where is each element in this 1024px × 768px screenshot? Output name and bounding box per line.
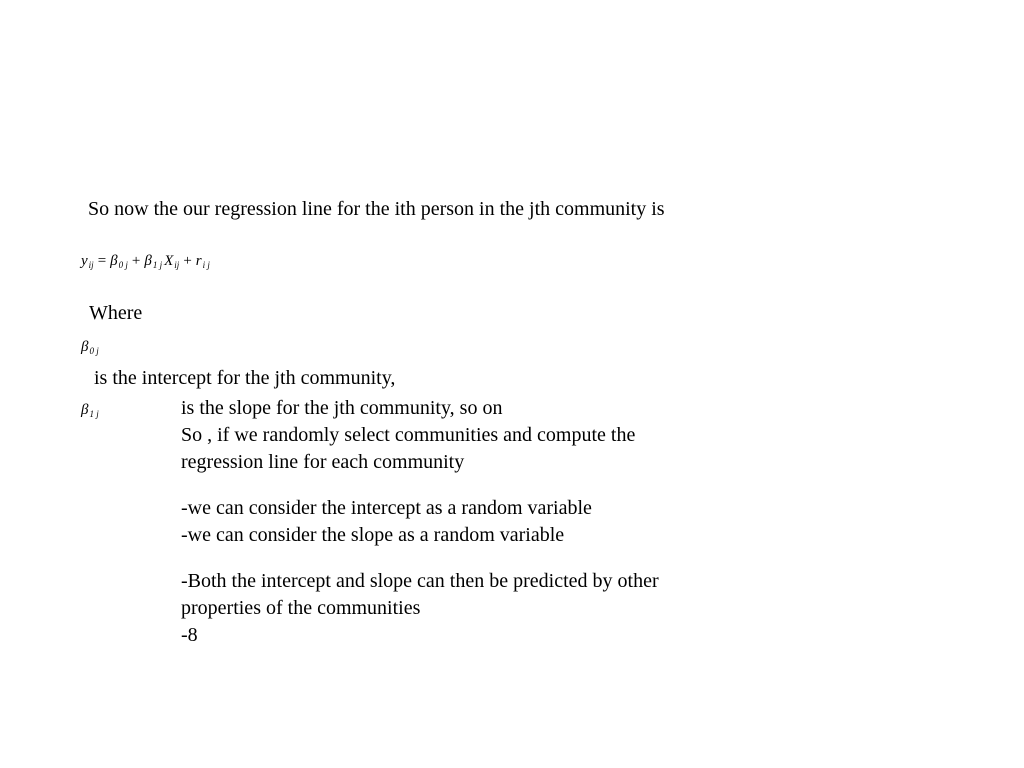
beta1-glyph: β bbox=[81, 402, 89, 418]
slope-text: is the slope for the jth community, so on bbox=[181, 397, 503, 419]
intercept-text: is the intercept for the jth community, bbox=[94, 367, 396, 389]
eq-y: y bbox=[81, 253, 88, 269]
intro-text: So now the our regression line for the ith person in the jth community is bbox=[88, 198, 665, 220]
regression-equation bbox=[81, 252, 210, 274]
predicted-text: -Both the intercept and slope can then be predicted by other bbox=[181, 570, 659, 592]
eq-equals: = bbox=[97, 253, 107, 269]
where-label: Where bbox=[89, 302, 143, 324]
eq-r: r bbox=[195, 253, 202, 269]
beta0-sub: 0 j bbox=[89, 346, 99, 356]
page-number: -8 bbox=[181, 624, 198, 646]
eq-beta0: β bbox=[110, 253, 118, 269]
intercept-random-text: -we can consider the intercept as a random variable bbox=[181, 497, 592, 519]
eq-x: X bbox=[164, 253, 174, 269]
regression-each-text: regression line for each community bbox=[181, 451, 465, 473]
eq-x-sub: ij bbox=[174, 260, 180, 270]
eq-beta1-sub: 1 j bbox=[152, 260, 163, 270]
beta0-symbol bbox=[81, 338, 99, 360]
slope-random-text: -we can consider the slope as a random variable bbox=[181, 524, 565, 546]
beta1-sub: 1 j bbox=[89, 409, 99, 419]
eq-y-sub: ij bbox=[88, 260, 94, 270]
eq-beta1: β bbox=[144, 253, 152, 269]
beta0-glyph: β bbox=[81, 339, 89, 355]
eq-beta0-sub: 0 j bbox=[118, 260, 128, 270]
eq-r-sub: i j bbox=[202, 260, 210, 270]
eq-plus-2: + bbox=[183, 253, 192, 269]
beta1-symbol bbox=[81, 401, 99, 423]
eq-plus-1: + bbox=[131, 253, 141, 269]
properties-text: properties of the communities bbox=[181, 597, 421, 619]
random-select-text: So , if we randomly select communities and compute the bbox=[181, 424, 636, 446]
